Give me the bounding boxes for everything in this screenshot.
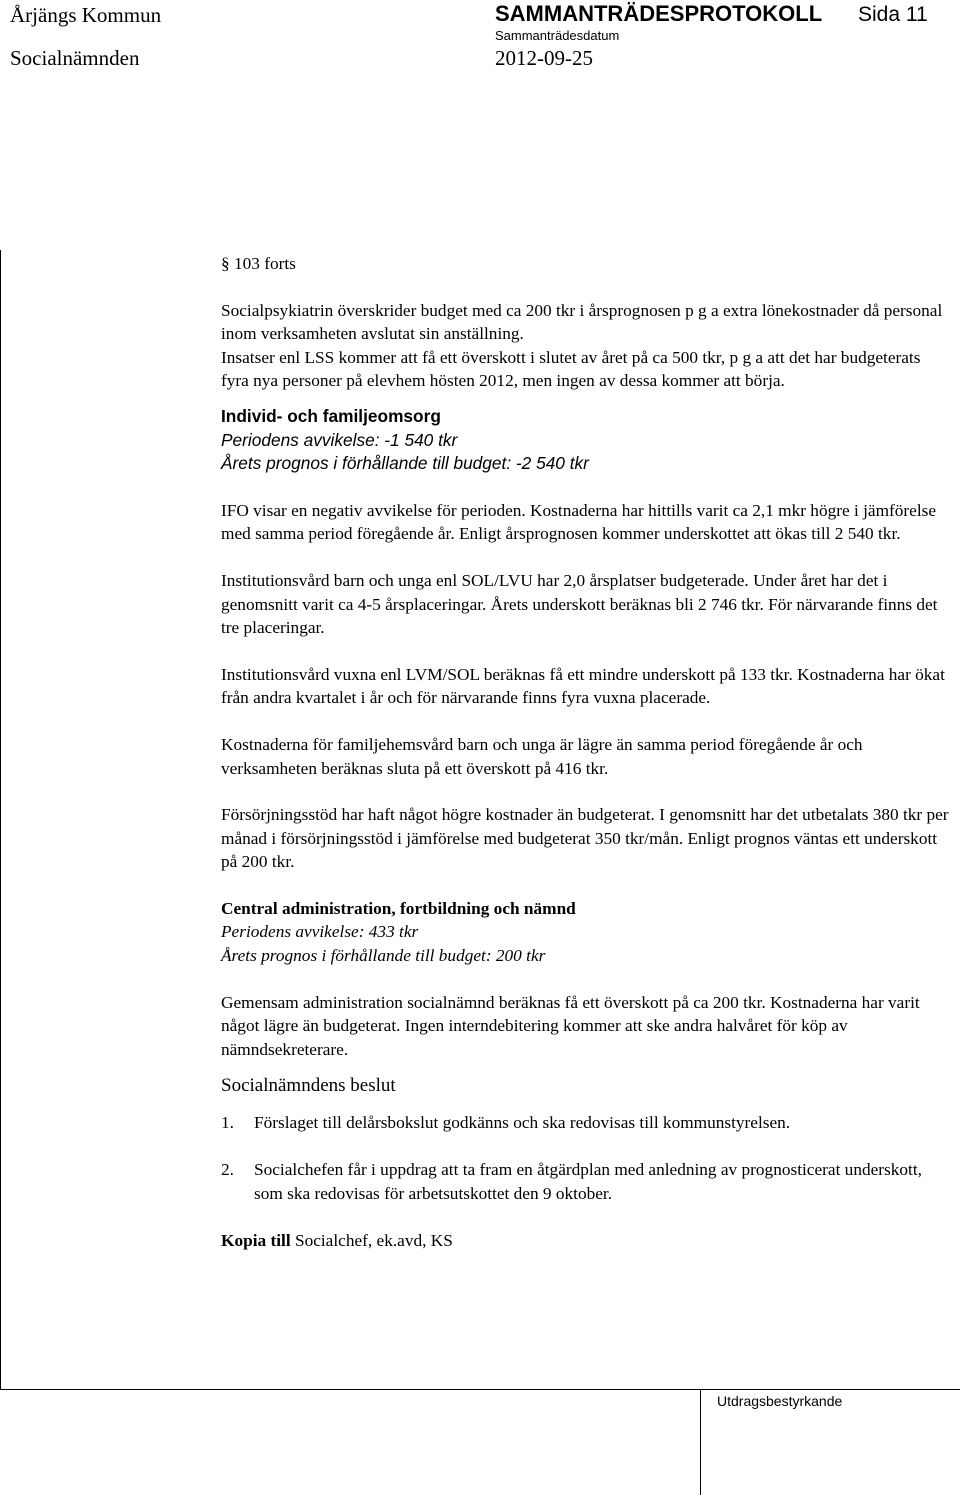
page-number: Sida 11 [858,3,928,26]
ifo-year-forecast: Årets prognos i förhållande till budget: -2 540 tkr [221,453,589,474]
ifo-paragraph: Kostnaderna för familjehemsvård barn och unga är lägre än samma period föregående år och verksamheten beräknas sluta på ett överskott på 416 tkr. [221,734,863,778]
protocol-body [221,252,951,1253]
central-period-deviation: Periodens avvikelse: 433 tkr [221,922,419,942]
ifo-heading: Individ- och familjeomsorg [221,405,441,426]
attest-box-divider [700,1389,701,1495]
footer-rule [0,1389,960,1390]
central-paragraph: Gemensam administration socialnämnd beräknas få ett överskott på ca 200 tkr. Kostnaderna har varit något lägre än budgeterat. Ingen interndebitering kommer att ske andra halvåret för köp av nämndsekreterare. [221,992,920,1059]
decision-text: Socialchefen får i uppdrag att ta fram en åtgärdplan med anledning av prognosticerat underskott, som ska redovisas för arbetsutskottet den 9 oktober. [254,1160,922,1203]
central-year-forecast: Årets prognos i förhållande till budget: 200 tkr [221,946,546,966]
decision-list [221,1111,951,1205]
committee-name: Socialnämnden [10,46,140,70]
decision-text: Förslaget till delårsbokslut godkänns och ska redovisas till kommunstyrelsen. [254,1113,791,1133]
ifo-paragraph: IFO visar en negativ avvikelse för perioden. Kostnaderna har hittills varit ca 2,1 mkr högre i jämförelse med samma period föregående år. Enligt årsprognosen kommer underskottet att ökas till 2 540 tkr. [221,500,937,544]
copy-label: Kopia till [221,1231,291,1251]
left-margin-rule [0,250,1,1390]
paragraph-social-psychiatry: Socialpsykiatrin överskrider budget med ca 200 tkr i årsprognosen p g a extra lönekostnader då personal inom verksamheten avslutat sin anställning. [221,300,943,344]
ifo-paragraph: Försörjningsstöd har haft något högre kostnader än budgeterat. I genomsnitt har det utbetalats 380 tkr per månad i försörjningsstöd i jämförelse med budgeterat 350 tkr/mån. Enligt prognos väntas ett underskott på 200 tkr. [221,805,949,872]
central-admin-heading: Central administration, fortbildning och nämnd [221,898,576,918]
decision-number: 2. [221,1160,234,1180]
ifo-paragraph: Institutionsvård vuxna enl LVM/SOL beräknas få ett mindre underskott på 133 tkr. Kostnaderna har ökat från andra kvartalet i år och för närvarande finns fyra vuxna placerade. [221,664,945,708]
decision-item [221,1158,951,1205]
copy-line [221,1229,951,1253]
ifo-paragraph: Institutionsvård barn och unga enl SOL/LVU har 2,0 årsplatser budgeterade. Under året har det i genomsnitt varit ca 4-5 årsplaceringar. Årets underskott beräknas bli 2 746 tkr. För närvarande finns det tre placeringar. [221,570,938,638]
decision-number: 1. [221,1113,234,1133]
decision-item [221,1111,951,1135]
ifo-period-deviation: Periodens avvikelse: -1 540 tkr [221,429,458,450]
attest-label: Utdragsbestyrkande [717,1393,843,1409]
meeting-date: 2012-09-25 [495,46,593,70]
section-reference: § 103 forts [221,254,296,273]
municipality-name: Årjängs Kommun [10,3,162,27]
document-title: SAMMANTRÄDESPROTOKOLL [495,1,823,26]
meeting-date-label: Sammanträdesdatum [495,28,620,43]
paragraph-lss: Insatser enl LSS kommer att få ett överskott i slutet av året på ca 500 tkr, p g a att det har budgeterats fyra nya personer på elevhem hösten 2012, men ingen av dessa kommer att börja. [221,347,921,391]
copy-recipients: Socialchef, ek.avd, KS [294,1231,453,1251]
decision-heading: Socialnämndens beslut [221,1075,396,1097]
